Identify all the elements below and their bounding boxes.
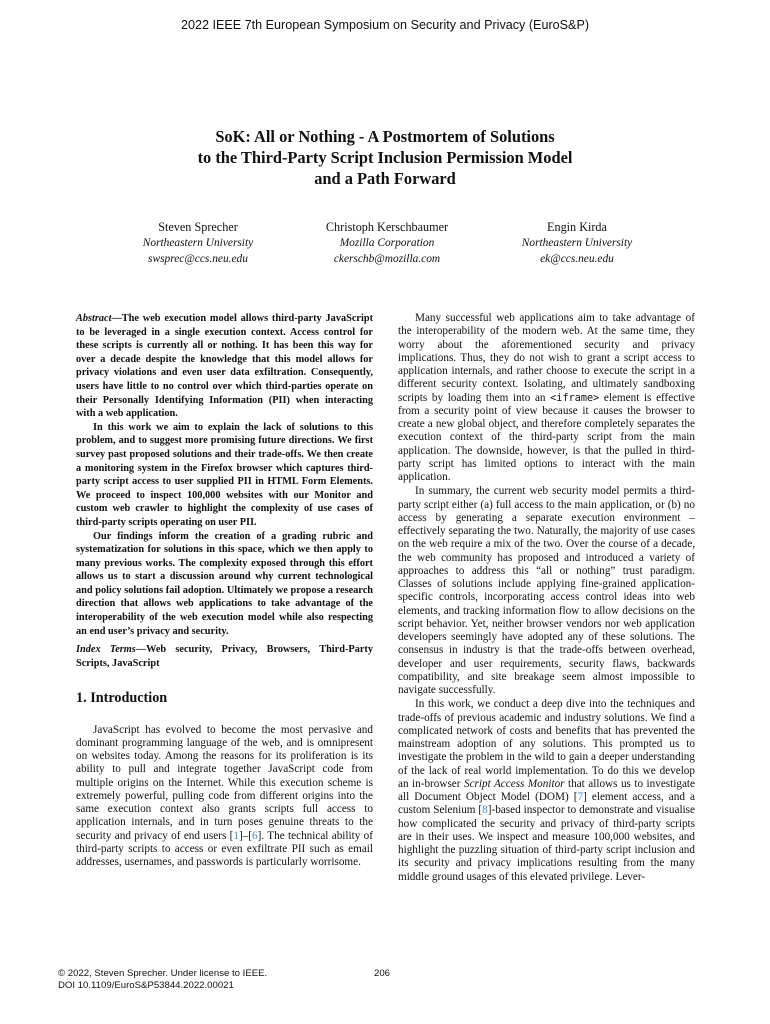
section-heading: 1. Introduction [76,690,168,707]
conference-header: 2022 IEEE 7th European Symposium on Security and Privacy (EuroS&P) [180,18,590,32]
intro-text-c: ]. The technical ability of third-party scripts to access or even exfiltrate PII such as email addresses, usernames, and passwords is particularly worrisome. [76,829,373,869]
title-line-1: SoK: All or Nothing - A Postmortem of Solutions [215,127,555,146]
abstract [76,312,373,638]
body-text-a: Many successful web applications aim to take advantage of the interoperability of the modern web. At the same time, they worry about the aforementioned security and privacy implications. Thus, they do not wish to grant a script access to application internals, and rather choose to execute the script in a different security context. Isolating, and ultimately sandboxing scripts by loading them into an [398,312,695,404]
body-paragraph-3 [398,698,695,884]
citation-link[interactable]: 6 [252,829,258,842]
body-text-b: element is effective from a security point of view because it causes the browser to create a new global object, and therefore completely separates the execution context of the third-party script from the main application. The downside, however, is that the pulled in third-party script has limited options to interact with the main application. [398,391,695,483]
author-block [477,219,677,267]
abstract-text-1: —The web execution model allows third-party JavaScript to be leveraged in a single execution context. Access control for these scripts is currently all or nothing. It has been this way for over a decade despite the knowledge that this model allows for privacy violations and even user data exfiltration. Consequently, users have little to no control over which third-parties operate on their Personally Identifying Information (PII) when interacting with a web application. [76,313,373,420]
body-text-a: In this work, we conduct a deep dive into the techniques and trade-offs of previous academic and industry solutions. We find a complicated network of costs and benefits that has prevented the mainstream adoption of any solutions. This prompted us to investigate the problem in the wild to gain a deeper understanding of the lack of real world implementation. To do this we develop an in-browser [398,698,695,790]
author-affiliation: Northeastern University [142,237,254,249]
author-affiliation: Mozilla Corporation [339,237,435,249]
left-column [76,312,373,869]
intro-body [76,724,373,870]
author-block [98,219,298,267]
citation-link[interactable]: 7 [577,791,584,803]
page-number: 206 [374,968,391,979]
right-column [398,312,695,884]
author-name: Steven Sprecher [158,220,238,234]
author-name: Christoph Kerschbaumer [325,220,449,234]
citation-link[interactable]: 8 [482,804,488,817]
abstract-paragraph-2: In this work we aim to explain the lack of solutions to this problem, and to suggest more promising future directions. We first survey past proposed solutions and their trade-offs. We then create a monitoring system in the Firefox browser which captures third-party script access to user supplied PII in HTML Form Elements. We proceed to inspect 100,000 websites with our Monitor and custom web crawler to highlight the complexity of use cases of third-party scripts operating on user PII. [76,421,373,528]
iframe-code: <iframe> [550,392,600,404]
body-text-b: that allows us to investigate all Document Object Model (DOM) [ [398,777,695,803]
title-line-3: and a Path Forward [314,169,456,188]
title-line-2: to the Third-Party Script Inclusion Permission Model [197,148,573,167]
script-access-monitor-term: Script Access Monitor [463,777,565,790]
intro-paragraph-1 [76,724,373,870]
author-name: Engin Kirda [547,220,607,234]
paper-title [0,126,770,189]
index-terms-label: Index Terms [76,644,136,656]
author-email: swsprec@ccs.neu.edu [148,252,248,265]
author-email: ckerschb@mozilla.com [333,252,441,265]
author-block [287,219,487,267]
abstract-label: Abstract [76,313,112,324]
abstract-paragraph-3: Our findings inform the creation of a grading rubric and systematization for solutions in this space, which we then apply to many previous works. The complexity exposed through this effort allows us to start a discussion around why current technological and policy solutions fail adoption. Ultimately we propose a research direction that allows web applications to take advantage of the interoperability of the web execution model while also respecting an end user’s privacy and security. [76,530,373,637]
doi-text: DOI 10.1109/EuroS&P53844.2022.00021 [58,980,234,991]
index-terms [76,643,373,670]
author-email: ek@ccs.neu.edu [540,252,614,265]
body-text-c: ] element access, and a custom Selenium [ [398,791,695,817]
intro-text-b: ]–[ [238,829,253,842]
intro-text-a: JavaScript has evolved to become the most pervasive and dominant programming language of the web, and is omnipresent on websites today. Among the reasons for its proliferation is its ability to pull and integrate together JavaScript code from multiple origins on the Internet. While this execution scheme is extremely powerful, pulling code from different origins into the same execution context also grants scripts full access to application internals, and in turn poses genuine threats to the security and privacy of end users [ [76,723,373,842]
footer-copyright [58,968,267,992]
abstract-paragraph-1 [76,312,373,421]
body-paragraph-1 [398,312,695,484]
index-terms-text: —Web security, Privacy, Browsers, Third-Party Scripts, JavaScript [76,644,373,669]
copyright-text: © 2022, Steven Sprecher. Under license to IEEE. [58,968,268,979]
body-text-d: ]-based inspector to demonstrate and visualise how complicated the security and privacy of third-party scripts are in their uses. We inspect and measure 100,000 websites, and highlight the puzzling situation of third-party script inclusion and its security and privacy implications resulting from the many middle ground usages of this elevated privilege. Lever- [398,804,695,883]
citation-link[interactable]: 1 [233,829,239,842]
body-paragraph-2: In summary, the current web security model permits a third-party script either (a) full access to the main application, or (b) no access by generating a separate execution environment – effectively separating the two. Naturally, the majority of use cases on the web require a mix of the two. Over the course of a decade, the web community has proposed and introduced a variety of approaches to address this “all or nothing” trust paradigm. Classes of solutions include applying fine-grained application-specific controls, incorporating access control ideas into web elements, and tracking information flow to allow decisions on the script behavior. Yet, neither browser vendors nor web application developers seemingly have adopted any of these solutions. The consensus in industry is that the trade-offs between overhead, developer and user requirements, security flaws, backwards compatibility, and site breakage seem almost impossible to navigate successfully. [398,485,695,696]
author-affiliation: Northeastern University [521,237,633,249]
